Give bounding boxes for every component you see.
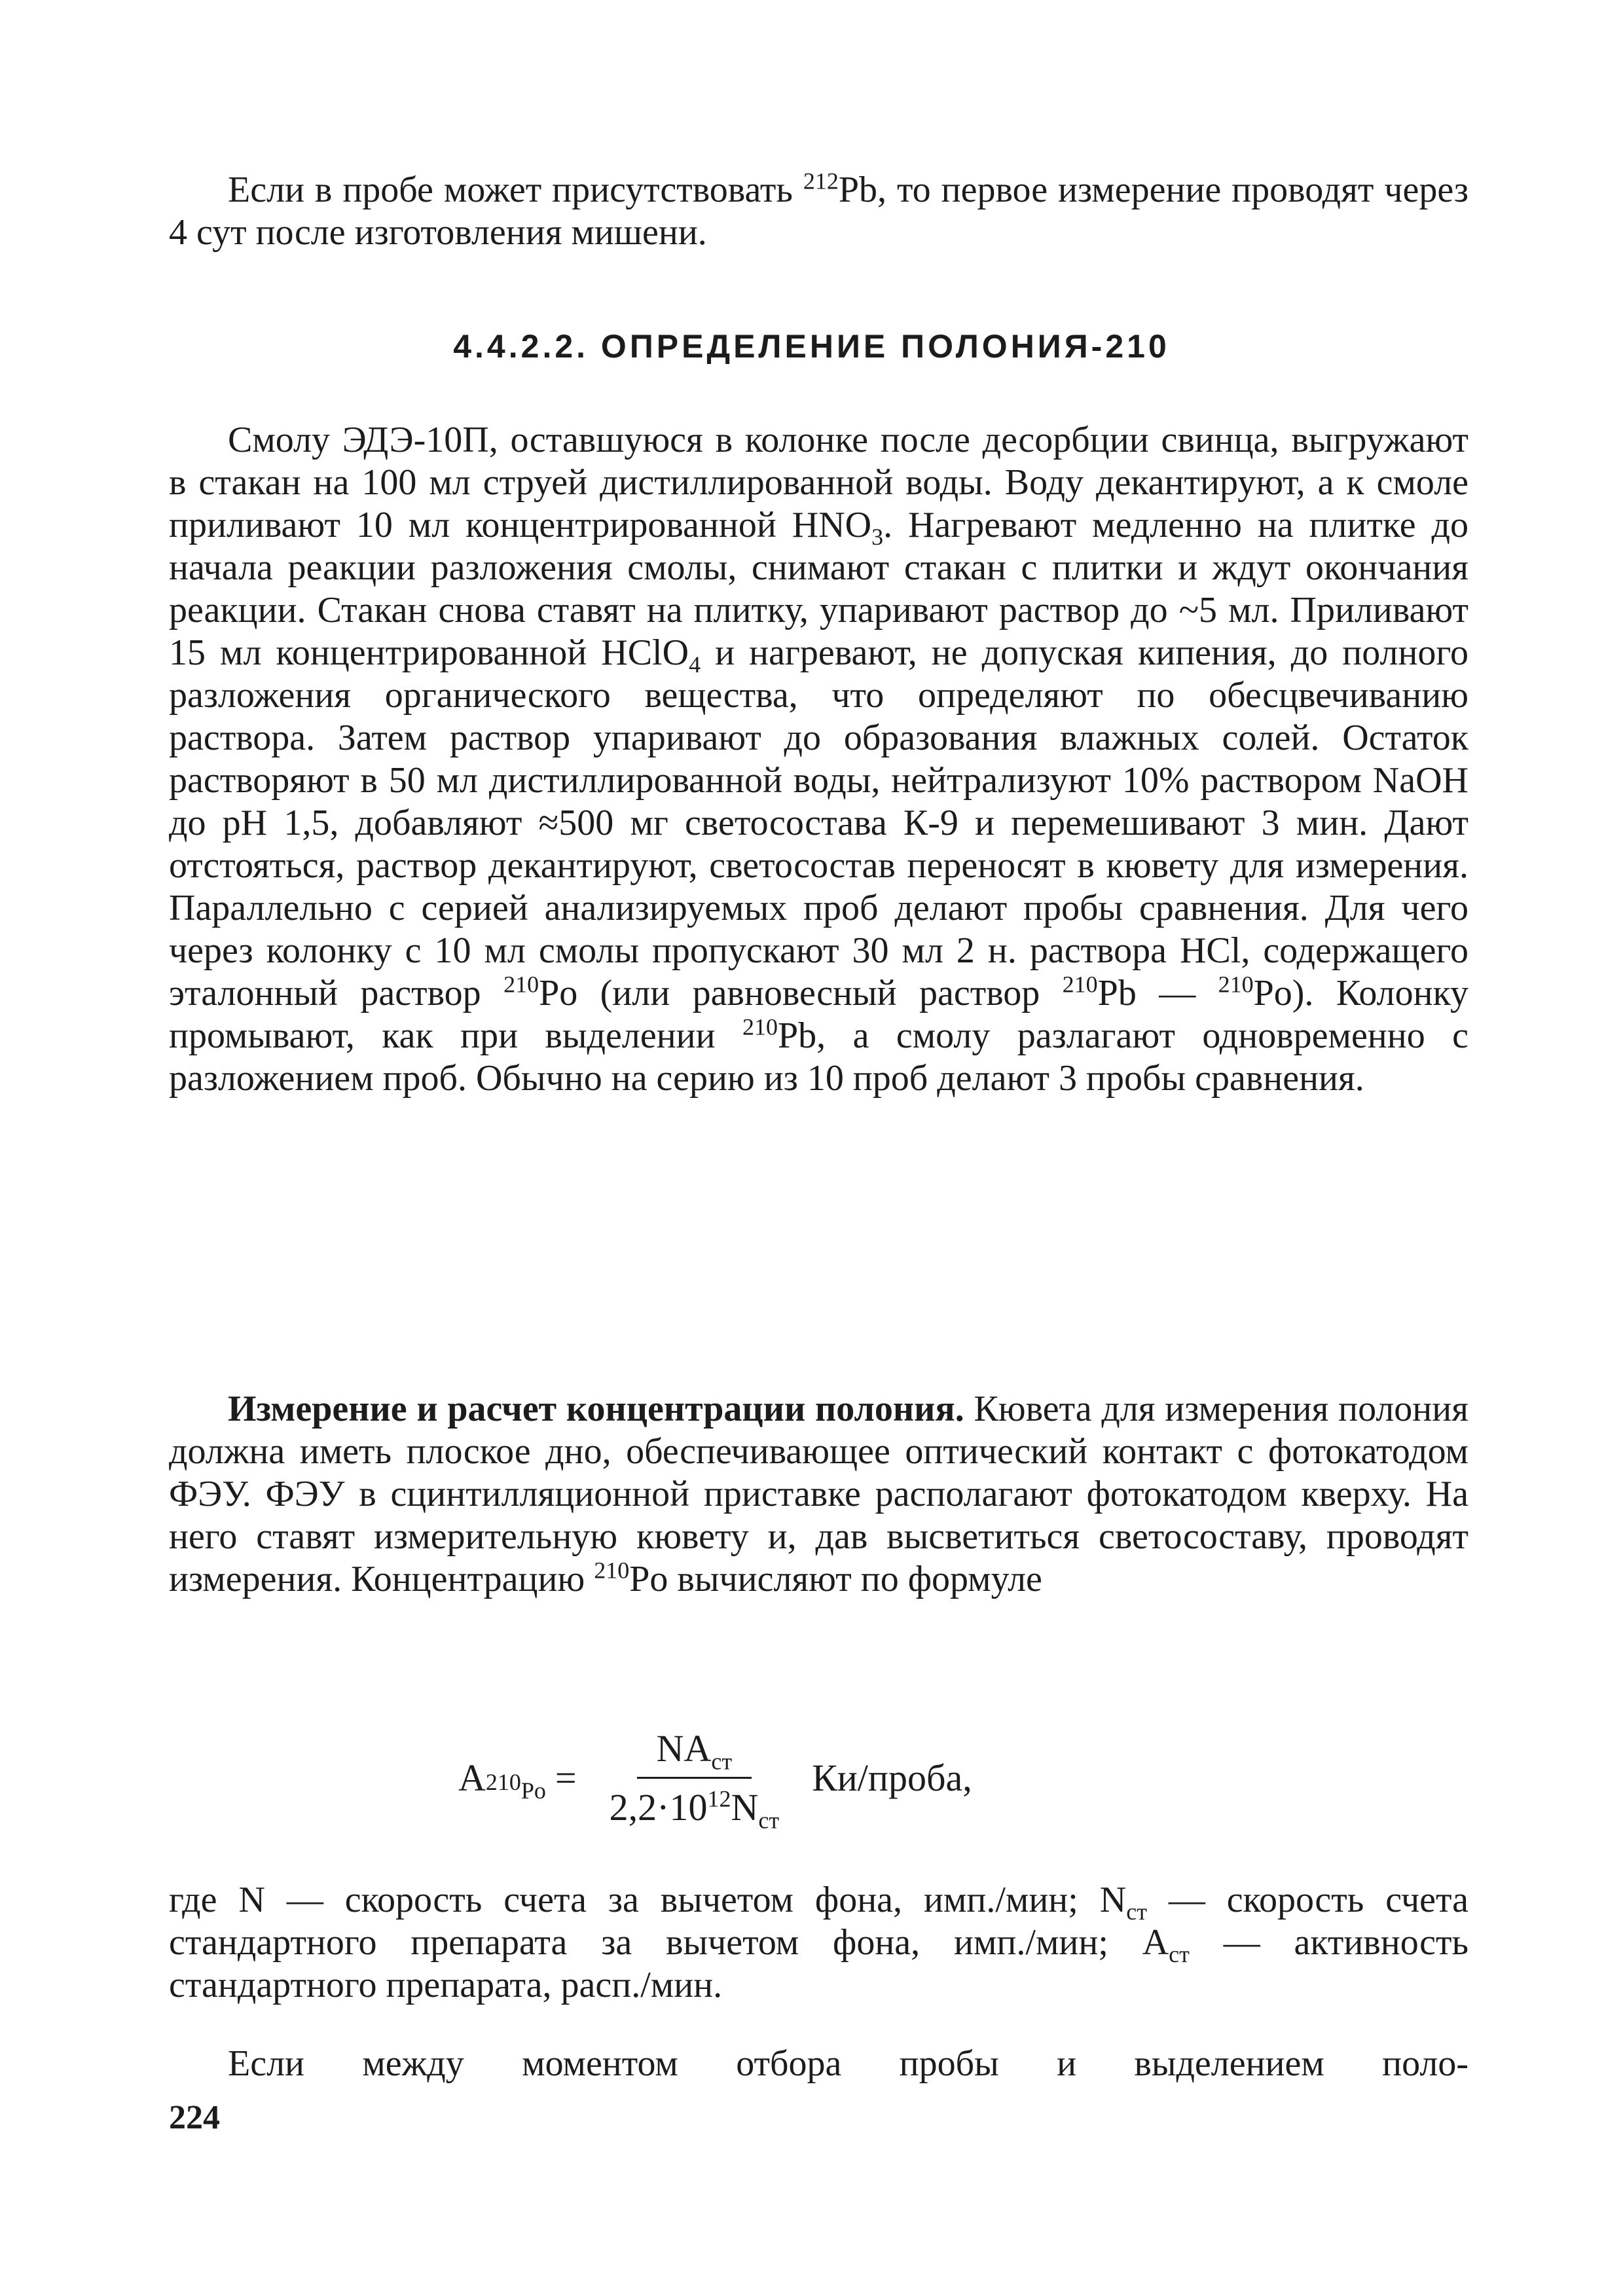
method-paragraph bbox=[169, 419, 1468, 1100]
measurement-paragraph bbox=[169, 1388, 1468, 1601]
formula-lhs: $A_{^{210}Po}$ bbox=[458, 1756, 546, 1804]
formula-fraction bbox=[590, 1726, 799, 1834]
formula-unit: Ки/проба, bbox=[812, 1756, 972, 1799]
last-paragraph bbox=[169, 2043, 1468, 2085]
method-text: Смолу ЭДЭ-10П, оставшуюся в колонке после десорбции свинца, выгружают в стакан на 100 мл струей дистиллированной воды. Воду декантируют, а к смоле приливают 10 мл концентрированной $HNO_3$. Нагревают медленно на плитке до начала реакции разложения смолы, снимают стакан с плитки и ждут окончания реакции. Стакан снова ставят на плитку, упаривают раствор до ~5 мл. Приливают 15 мл концентрированной HClO$_4$ и нагревают, не допуская кипения, до полного разложения органического вещества, что определяют по обесцвечиванию раствора. Затем раствор упаривают до образования влажных солей. Остаток растворяют в 50 мл дистиллированной воды, нейтрализуют 10% раствором NaOH до pH 1,5, добавляют ≈500 мг светосостава К-9 и перемешивают 3 мин. Дают отстояться, раствор декантируют, светосостав переносят в кювету для измерения. Параллельно с серией анализируемых проб делают пробы сравнения. Для чего через колонку с 10 мл смолы пропускают 30 мл 2 н. раствора HCl, содержащего эталонный раствор $^{210}$Po (или равновесный раствор $^{210}$Pb — $^{210}$Po). Колонку промывают, как при выделении $^{210}$Pb, а смолу разлагают одновременно с разложением проб. Обычно на серию из 10 проб делают 3 пробы сравнения. bbox=[169, 420, 1469, 1099]
last-line: Если между моментом отбора пробы и выделением поло- bbox=[228, 2043, 1468, 2084]
intro-paragraph bbox=[169, 169, 1468, 254]
measurement-text: Измерение и расчет концентрации полония. Кювета для измерения полония должна иметь плоское дно, обеспечивающее оптический контакт с фотокатодом ФЭУ. ФЭУ в сцинтилляционной приставке располагают фотокатодом кверху. На него ставят измерительную кювету и, дав высветиться светосоставу, проводят измерения. Концентрацию $^{210}$Po вычисляют по формуле bbox=[169, 1389, 1468, 1599]
formula-denominator: $2,2\cdot 10^{12}N_{ст}$ bbox=[609, 1785, 780, 1834]
formula-numerator: $NA_{ст}$ bbox=[637, 1726, 752, 1779]
measurement-title: Измерение и расчет концентрации полония. bbox=[228, 1389, 964, 1429]
activity-formula bbox=[458, 1702, 972, 1853]
formula-equals: = bbox=[555, 1756, 577, 1799]
where-paragraph bbox=[169, 1879, 1468, 2007]
section-heading: 4.4.2.2. ОПРЕДЕЛЕНИЕ ПОЛОНИЯ-210 bbox=[453, 328, 1170, 365]
page-number: 224 bbox=[169, 2099, 220, 2136]
where-text: где N — скорость счета за вычетом фона, имп./мин; $N_{ст}$ — скорость счета стандартного препарата за вычетом фона, имп./мин; $A_{ст}$ — активность стандартного препарата, расп./мин. bbox=[169, 1880, 1468, 2005]
intro-text: Если в пробе может присутствовать $^{212}$Pb, то первое измерение проводят через 4 сут после изготовления мишени. bbox=[169, 168, 1468, 253]
